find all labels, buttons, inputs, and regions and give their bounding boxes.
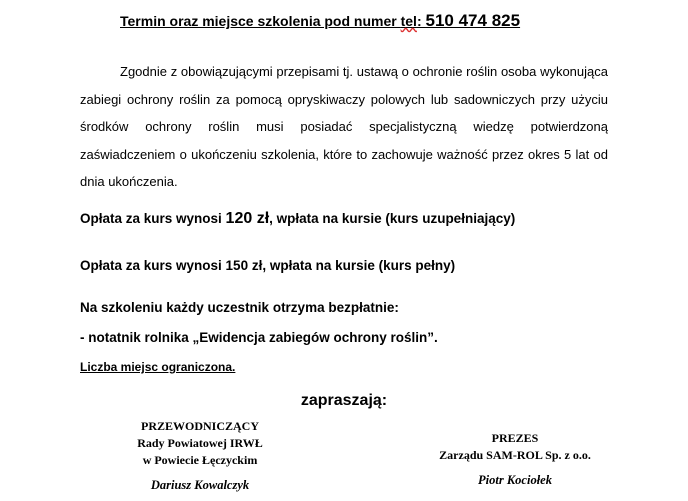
free-items-title: Na szkoleniu każdy uczestnik otrzyma bezpłatnie: [80,300,399,315]
header-phone-number: 510 474 825 [425,11,521,30]
signer-right-title: PREZES [491,431,539,445]
free-item-notebook: - notatnik rolnika „Ewidencja zabiegów ochrony roślin”. [80,330,438,345]
signer-right-line2: Zarządu SAM-ROL Sp. z o.o. [439,448,591,462]
header-prefix: Termin oraz miejsce szkolenia pod numer [120,13,401,29]
fee-line-full: Opłata za kurs wynosi 150 zł, wpłata na kursie (kurs pełny) [80,258,456,273]
fee1-prefix: Opłata za kurs wynosi [80,211,226,226]
limited-places-note: Liczba miejsc ograniczona. [80,360,236,374]
signer-left [105,418,295,494]
fee-line-supplementary [80,210,515,228]
fee1-suffix: , wpłata na kursie (kurs uzupełniający) [269,211,516,226]
header-tel-label: tel [400,13,417,29]
header-line [120,11,520,31]
invite-text: zapraszają: [300,392,388,409]
signer-left-line2: Rady Powiatowej IRWŁ [137,436,263,450]
header-colon: : [416,13,426,29]
signer-right-name: Piotr Kociołek [478,473,552,487]
signer-left-title: PRZEWODNICZĄCY [140,419,259,433]
fee1-amount: 120 zł [225,210,270,227]
invite-heading [0,392,688,410]
signer-right [420,430,610,489]
intro-paragraph: Zgodnie z obowiązującymi przepisami tj. ustawą o ochronie roślin osoba wykonująca zabiegi ochrony roślin za pomocą opryskiwaczy polowych lub sadowniczych przy użyciu środków ochrony roślin musi posiadać specjalistyczną wiedzę potwierdzoną zaświadczeniem o ukończeniu szkolenia, które to zachowuje ważność przez okres 5 lat od dnia ukończenia. [80,64,608,190]
signer-left-name: Dariusz Kowalczyk [150,478,250,492]
signer-left-line3: w Powiecie Łęczyckim [142,453,258,467]
